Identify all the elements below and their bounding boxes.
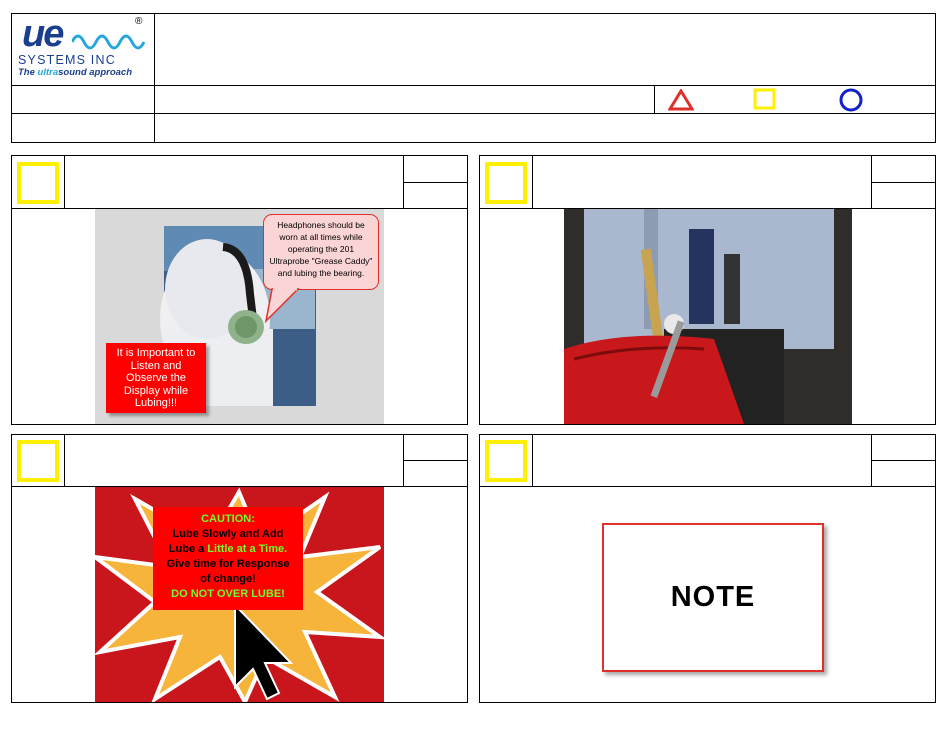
panel-2-title-cell bbox=[532, 155, 872, 209]
panel-3-meta-bottom bbox=[403, 460, 468, 487]
panel-4-meta-bottom bbox=[871, 460, 936, 487]
panel-1-title-cell bbox=[64, 155, 404, 209]
logo-wordmark: ue bbox=[22, 13, 63, 55]
header-row2-label-cell bbox=[11, 85, 155, 114]
triangle-icon bbox=[668, 89, 694, 111]
caution-line-2: Lube a Little at a Time. bbox=[168, 543, 288, 555]
caution-title: CAUTION: bbox=[201, 513, 255, 525]
grease-caddy-image bbox=[564, 209, 852, 424]
panel-4-checkbox[interactable] bbox=[485, 440, 527, 482]
listen-observe-callout: It is Important to Listen and Observe the Display while Lubing!!! bbox=[106, 343, 206, 413]
panel-1-meta-top bbox=[403, 155, 468, 183]
note-box: NOTE bbox=[602, 523, 824, 672]
caution-line-5: DO NOT OVER LUBE! bbox=[171, 588, 285, 600]
panel-2-photo bbox=[564, 209, 852, 424]
panel-4-meta-top bbox=[871, 434, 936, 461]
panel-1-checkbox[interactable] bbox=[17, 162, 59, 204]
panel-1-meta-bottom bbox=[403, 182, 468, 209]
logo-wave-icon bbox=[72, 28, 150, 50]
caution-line-4: of change! bbox=[200, 573, 256, 585]
headphones-speech-bubble: Headphones should be worn at all times while operating the 201 Ultraprobe "Grease Caddy" and lubing the bearing. bbox=[263, 214, 379, 290]
header-title-cell bbox=[154, 13, 936, 86]
caution-box bbox=[153, 507, 303, 610]
header-symbols-cell bbox=[654, 85, 936, 114]
header-row2-value-cell bbox=[154, 85, 655, 114]
caution-line-3: Give time for Response bbox=[166, 558, 290, 570]
header-row3-value-cell bbox=[154, 113, 936, 143]
panel-3-meta-top bbox=[403, 434, 468, 461]
panel-2-meta-bottom bbox=[871, 182, 936, 209]
panel-2-meta-top bbox=[871, 155, 936, 183]
panel-3-title-cell bbox=[64, 434, 404, 487]
logo-company-name: SYSTEMS INC bbox=[18, 53, 116, 67]
header-row3-label-cell bbox=[11, 113, 155, 143]
speech-bubble-tail bbox=[262, 287, 308, 323]
registered-mark: ® bbox=[135, 16, 143, 27]
caution-line-1: Lube Slowly and Add bbox=[172, 528, 284, 540]
panel-4-title-cell bbox=[532, 434, 872, 487]
panel-3-checkbox[interactable] bbox=[17, 440, 59, 482]
panel-2-checkbox[interactable] bbox=[485, 162, 527, 204]
square-icon bbox=[753, 88, 777, 110]
logo-tagline: The ultrasound approach bbox=[18, 67, 133, 78]
circle-icon bbox=[839, 88, 863, 112]
